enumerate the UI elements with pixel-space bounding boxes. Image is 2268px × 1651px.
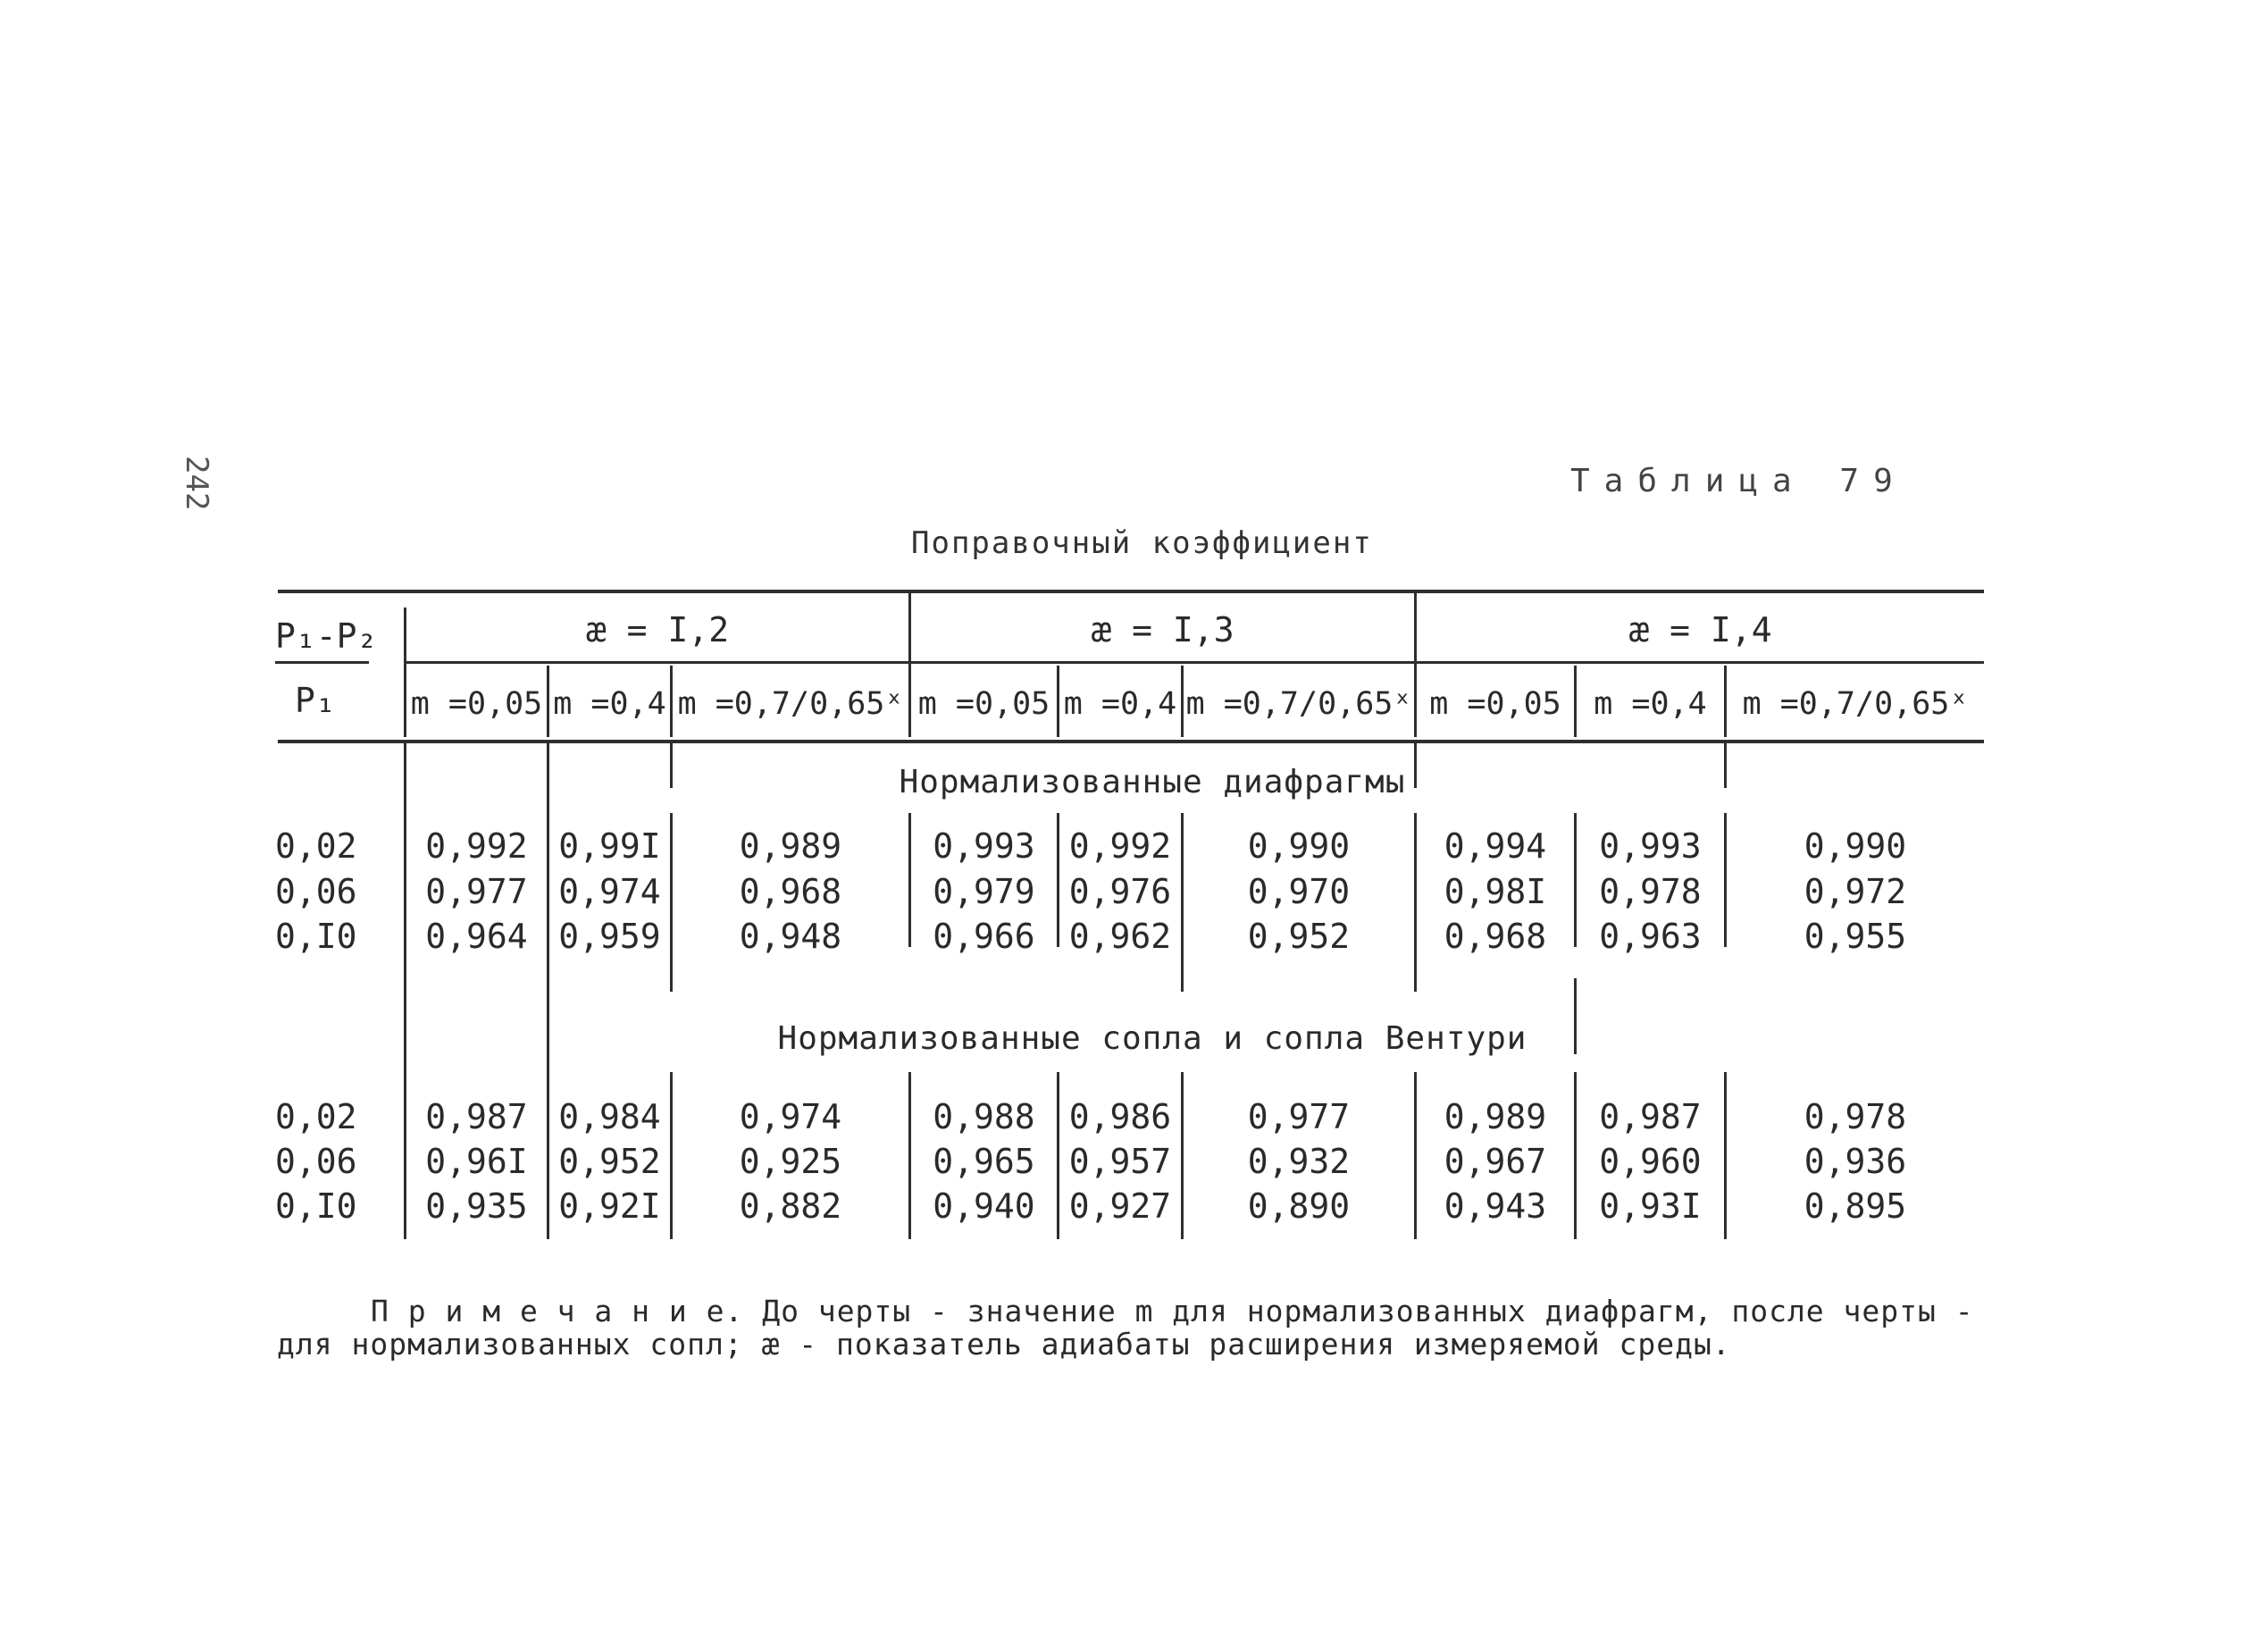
table-cell: 0,993	[933, 826, 1035, 866]
table-cell: 0,927	[1068, 1186, 1172, 1226]
table-title: Поправочный коэффициент	[911, 525, 1373, 561]
group-header-rule	[406, 661, 1984, 664]
table-cell: 0,972	[1804, 872, 1907, 911]
table-cell: 0,984	[558, 1097, 661, 1136]
section-title: Нормализованные диафрагмы	[899, 764, 1406, 800]
row-header-fraction-bar	[275, 661, 369, 664]
table-cell: 0,955	[1804, 917, 1907, 956]
table-cell: 0,99I	[558, 826, 661, 866]
table-cell: 0,986	[1068, 1097, 1172, 1136]
table-cell: 0,92I	[558, 1186, 661, 1226]
sub-header: m =0,05	[410, 686, 543, 722]
table-top-rule	[278, 590, 1984, 593]
table-cell: 0,968	[739, 872, 842, 911]
header-bottom-rule	[278, 740, 1984, 743]
table-cell: 0,960	[1599, 1142, 1702, 1181]
table-cell: 0,992	[1068, 826, 1172, 866]
table-cell: 0,93I	[1599, 1186, 1702, 1226]
table-cell: 0,895	[1804, 1186, 1907, 1226]
table-cell: 0,965	[933, 1142, 1035, 1181]
sub-header: m =0,4	[1594, 686, 1707, 722]
table-cell: 0,952	[1247, 917, 1351, 956]
table-cell: 0,936	[1804, 1142, 1907, 1181]
table-label: Таблица 79	[1570, 463, 1907, 499]
table-cell: 0,992	[425, 826, 528, 866]
table-cell: 0,890	[1247, 1186, 1351, 1226]
row-header-denominator: P₁	[295, 681, 336, 720]
row-label: 0,02	[275, 1097, 357, 1136]
table-cell: 0,882	[739, 1186, 842, 1226]
table-cell: 0,932	[1247, 1142, 1351, 1181]
body-divider	[670, 743, 673, 788]
table-cell: 0,978	[1599, 872, 1702, 911]
page-number: 242	[179, 456, 214, 511]
table-cell: 0,976	[1068, 872, 1172, 911]
row-label: 0,I0	[275, 917, 357, 956]
table-cell: 0,962	[1068, 917, 1172, 956]
table-cell: 0,974	[558, 872, 661, 911]
sub-header: m =0,4	[553, 686, 666, 722]
table-cell: 0,96I	[425, 1142, 528, 1181]
table-cell: 0,943	[1444, 1186, 1547, 1226]
sub-header: m =0,05	[1429, 686, 1561, 722]
table-cell: 0,966	[933, 917, 1035, 956]
row-label: 0,I0	[275, 1186, 357, 1226]
sub-header: m =0,4	[1063, 686, 1177, 722]
table-cell: 0,957	[1068, 1142, 1172, 1181]
row-label: 0,02	[275, 826, 357, 866]
table-cell: 0,990	[1247, 826, 1351, 866]
table-cell: 0,979	[933, 872, 1035, 911]
sub-header: m =0,7/0,65ˣ	[1185, 686, 1412, 722]
row-header-numerator: P₁-P₂	[275, 616, 378, 656]
table-cell: 0,964	[425, 917, 528, 956]
table-cell: 0,988	[933, 1097, 1035, 1136]
table-cell: 0,967	[1444, 1142, 1547, 1181]
sub-header: m =0,7/0,65ˣ	[1742, 686, 1969, 722]
sub-header: m =0,05	[917, 686, 1050, 722]
table-cell: 0,940	[933, 1186, 1035, 1226]
group-header: æ = I,2	[585, 610, 730, 650]
group-header: æ = I,3	[1091, 610, 1234, 650]
table-cell: 0,98I	[1444, 872, 1547, 911]
group-header: æ = I,4	[1628, 610, 1772, 650]
table-cell: 0,974	[739, 1097, 842, 1136]
table-cell: 0,977	[1247, 1097, 1351, 1136]
table-cell: 0,993	[1599, 826, 1702, 866]
table-cell: 0,963	[1599, 917, 1702, 956]
table-cell: 0,994	[1444, 826, 1547, 866]
row-label: 0,06	[275, 872, 357, 911]
table-cell: 0,987	[425, 1097, 528, 1136]
table-cell: 0,978	[1804, 1097, 1907, 1136]
sub-header: m =0,7/0,65ˣ	[677, 686, 904, 722]
table-cell: 0,925	[739, 1142, 842, 1181]
body-divider	[1724, 743, 1727, 788]
table-cell: 0,989	[739, 826, 842, 866]
table-cell: 0,959	[558, 917, 661, 956]
section-title: Нормализованные сопла и сопла Вентури	[777, 1020, 1527, 1057]
note-line-2: для нормализованных сопл; æ - показатель адиабаты расширения измеряемой среды.	[277, 1327, 1731, 1362]
table-cell: 0,952	[558, 1142, 661, 1181]
table-cell: 0,935	[425, 1186, 528, 1226]
table-cell: 0,970	[1247, 872, 1351, 911]
table-cell: 0,968	[1444, 917, 1547, 956]
note-line-1: П р и м е ч а н и е. До черты - значение m для нормализованных диафрагм, после черты -	[371, 1294, 1974, 1328]
table-cell: 0,987	[1599, 1097, 1702, 1136]
table-cell: 0,989	[1444, 1097, 1547, 1136]
table-cell: 0,948	[739, 917, 842, 956]
row-label: 0,06	[275, 1142, 357, 1181]
table-cell: 0,977	[425, 872, 528, 911]
table-cell: 0,990	[1804, 826, 1907, 866]
